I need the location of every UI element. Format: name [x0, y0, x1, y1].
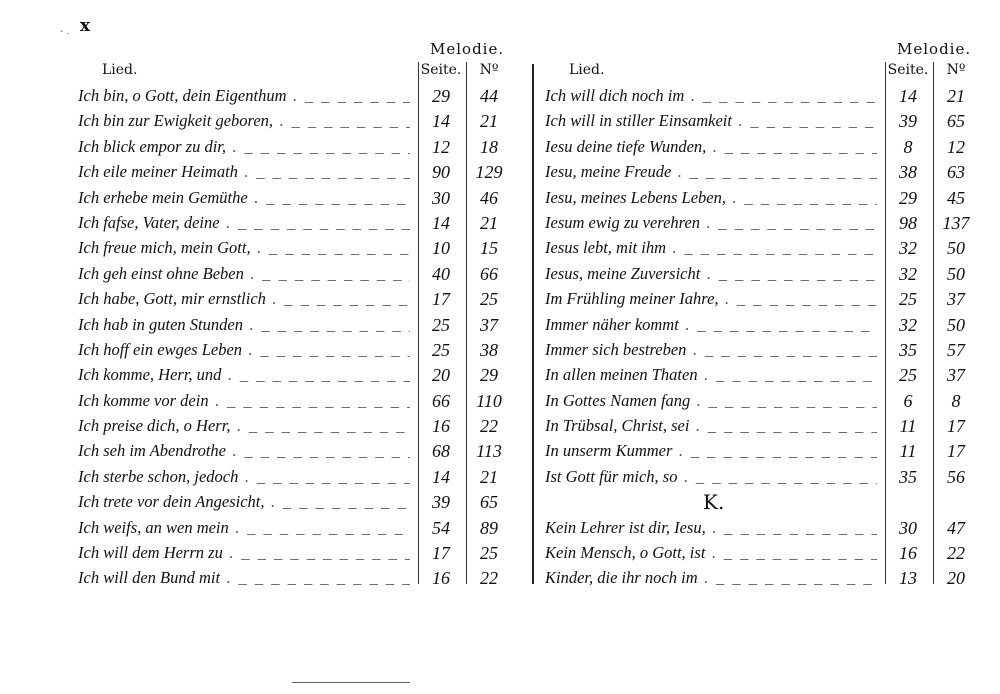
nr-value: 110 — [476, 390, 502, 411]
nr-value: 50 — [947, 263, 965, 284]
nr-value: 63 — [947, 162, 965, 183]
hymn-title: Ich komme, Herr, und . _ _ — [78, 365, 410, 385]
hymn-title: Ich hab in guten Stunden . _ _ — [78, 315, 410, 335]
nr-value: 21 — [480, 212, 498, 233]
nr-value: 113 — [476, 441, 502, 462]
nr-value: 50 — [947, 238, 965, 259]
hymn-title: Ich trete vor dein Angesicht, . _ _ — [78, 492, 410, 512]
index-entry — [545, 439, 975, 464]
index-entry — [78, 516, 508, 541]
hymn-title: Ich freue mich, mein Gott, . _ _ — [78, 238, 410, 258]
index-entry — [78, 211, 508, 236]
hymn-title: Ich bin zur Ewigkeit geboren, . _ _ — [78, 111, 410, 131]
column-header-row — [78, 60, 508, 82]
nr-value: 37 — [947, 365, 965, 386]
hymn-title: Iesu, meines Lebens Leben, . _ _ — [545, 188, 877, 208]
index-entry — [545, 465, 975, 490]
seite-value: 66 — [432, 390, 450, 411]
index-entry — [78, 389, 508, 414]
index-entry — [78, 465, 508, 490]
seite-value: 11 — [899, 416, 917, 437]
nr-value: 18 — [480, 136, 498, 157]
hymn-title: Ich seh im Abendrothe . _ _ — [78, 441, 410, 461]
index-entry — [78, 313, 508, 338]
seite-value: 90 — [432, 162, 450, 183]
index-entry — [78, 84, 508, 109]
nr-value: 12 — [947, 136, 965, 157]
nr-header: Nº — [479, 62, 499, 78]
hymn-title: Kein Mensch, o Gott, ist . _ _ — [545, 543, 877, 563]
seite-value: 32 — [899, 263, 917, 284]
nr-value: 50 — [947, 314, 965, 335]
hymn-list-left — [78, 84, 508, 592]
index-entry — [545, 211, 975, 236]
nr-value: 66 — [480, 263, 498, 284]
melodie-header: Melodie. — [897, 40, 972, 58]
hymn-title: Ich hoff ein ewges Leben . _ _ — [78, 340, 410, 360]
seite-value: 6 — [903, 390, 913, 411]
hymn-title: Ich weifs, an wen mein . _ _ — [78, 518, 410, 538]
seite-header: Seite. — [887, 62, 929, 78]
seite-value: 38 — [899, 162, 917, 183]
index-entry — [78, 287, 508, 312]
seite-value: 13 — [899, 568, 917, 589]
index-column-left — [78, 40, 508, 589]
seite-value: 14 — [432, 111, 450, 132]
nr-value: 57 — [947, 339, 965, 360]
index-entry — [78, 338, 508, 363]
nr-value: 21 — [480, 466, 498, 487]
nr-value: 22 — [480, 568, 498, 589]
hymn-title: Ist Gott für mich, so . _ _ — [545, 467, 877, 487]
hymn-title: Ich habe, Gott, mir ernstlich . _ _ — [78, 289, 410, 309]
lied-header: Lied. — [569, 62, 605, 78]
index-entry — [545, 541, 975, 566]
index-entry — [545, 313, 975, 338]
nr-value: 65 — [480, 492, 498, 513]
nr-value: 46 — [480, 187, 498, 208]
seite-value: 17 — [432, 289, 450, 310]
seite-value: 16 — [899, 543, 917, 564]
hymn-title: In allen meinen Thaten . _ _ — [545, 365, 877, 385]
hymn-title: Ich geh einst ohne Beben . _ _ — [78, 264, 410, 284]
seite-value: 14 — [432, 466, 450, 487]
nr-value: 25 — [480, 289, 498, 310]
hymn-title: Ich will in stiller Einsamkeit . _ _ — [545, 111, 877, 131]
seite-value: 39 — [899, 111, 917, 132]
hymn-title: Ich sterbe schon, jedoch . _ _ — [78, 467, 410, 487]
hymn-title: Kinder, die ihr noch im . _ _ — [545, 568, 877, 588]
index-entry — [78, 109, 508, 134]
index-entry — [545, 566, 975, 591]
nr-value: 20 — [947, 568, 965, 589]
index-entry — [78, 363, 508, 388]
seite-value: 54 — [432, 517, 450, 538]
index-entry — [545, 186, 975, 211]
seite-value: 32 — [899, 238, 917, 259]
seite-value: 40 — [432, 263, 450, 284]
hymn-title: Ich fafse, Vater, deine . _ _ — [78, 213, 410, 233]
hymn-title: Ich bin, o Gott, dein Eigenthum . _ _ — [78, 86, 410, 106]
margin-mark: - . — [60, 26, 70, 37]
seite-value: 10 — [432, 238, 450, 259]
hymn-title: Ich erhebe mein Gemüthe . _ _ — [78, 188, 410, 208]
seite-value: 98 — [899, 212, 917, 233]
seite-value: 8 — [903, 136, 913, 157]
hymn-title: Iesum ewig zu verehren . _ _ — [545, 213, 877, 233]
index-entry — [78, 135, 508, 160]
hymn-title: Immer sich bestreben . _ _ — [545, 340, 877, 360]
seite-header: Seite. — [420, 62, 462, 78]
nr-value: 44 — [480, 86, 498, 106]
hymn-title: Ich will den Bund mit . _ _ — [78, 568, 410, 588]
index-entry — [78, 160, 508, 185]
hymn-title: Ich will dem Herrn zu . _ _ — [78, 543, 410, 563]
hymn-title: Ich komme vor dein . _ _ — [78, 391, 410, 411]
index-entry — [78, 186, 508, 211]
seite-value: 17 — [432, 543, 450, 564]
nr-value: 89 — [480, 517, 498, 538]
seite-value: 30 — [899, 517, 917, 538]
seite-value: 35 — [899, 339, 917, 360]
hymn-title: Iesu deine tiefe Wunden, . _ _ — [545, 137, 877, 157]
seite-value: 68 — [432, 441, 450, 462]
hymn-title: Iesus lebt, mit ihm . _ _ — [545, 238, 877, 258]
index-entry — [545, 414, 975, 439]
index-entry — [545, 109, 975, 134]
hymn-title: Iesu, meine Freude . _ _ — [545, 162, 877, 182]
nr-value: 8 — [951, 390, 961, 411]
hymn-title: Ich preise dich, o Herr, . _ _ — [78, 416, 410, 436]
bottom-rule — [292, 682, 410, 683]
nr-value: 22 — [480, 416, 498, 437]
index-entry — [545, 338, 975, 363]
seite-value: 12 — [432, 136, 450, 157]
nr-value: 21 — [480, 111, 498, 132]
seite-value: 20 — [432, 365, 450, 386]
hymn-title: Im Frühling meiner Iahre, . _ _ — [545, 289, 877, 309]
nr-value: 137 — [942, 212, 970, 233]
seite-value: 35 — [899, 466, 917, 487]
hymn-title: In unserm Kummer . _ _ — [545, 441, 877, 461]
index-entry — [78, 439, 508, 464]
section-letter-text: K. — [703, 490, 725, 515]
seite-value: 25 — [432, 339, 450, 360]
index-entry — [545, 160, 975, 185]
column-header-row — [545, 60, 975, 82]
seite-value: 39 — [432, 492, 450, 513]
index-entry — [545, 389, 975, 414]
seite-value: 25 — [899, 289, 917, 310]
section-letter — [545, 490, 975, 515]
lied-header: Lied. — [102, 62, 138, 78]
seite-value: 32 — [899, 314, 917, 335]
index-entry — [78, 262, 508, 287]
nr-value: 65 — [947, 111, 965, 132]
seite-value: 14 — [899, 86, 917, 106]
seite-value: 11 — [899, 441, 917, 462]
hymn-title: Ich will dich noch im . _ _ — [545, 86, 877, 106]
nr-value: 37 — [947, 289, 965, 310]
index-entry — [78, 414, 508, 439]
seite-value: 25 — [899, 365, 917, 386]
index-entry — [78, 566, 508, 591]
nr-value: 17 — [947, 416, 965, 437]
hymn-title: Ich blick empor zu dir, . _ _ — [78, 137, 410, 157]
hymn-title: Immer näher kommt . _ _ — [545, 315, 877, 335]
index-entry — [545, 287, 975, 312]
nr-header: Nº — [946, 62, 966, 78]
nr-value: 15 — [480, 238, 498, 259]
nr-value: 37 — [480, 314, 498, 335]
nr-value: 47 — [947, 517, 965, 538]
seite-value: 16 — [432, 568, 450, 589]
seite-value: 30 — [432, 187, 450, 208]
nr-value: 29 — [480, 365, 498, 386]
nr-value: 22 — [947, 543, 965, 564]
seite-value: 25 — [432, 314, 450, 335]
index-entry — [545, 262, 975, 287]
index-entry — [545, 84, 975, 109]
index-entry — [545, 135, 975, 160]
hymn-title: Kein Lehrer ist dir, Iesu, . _ _ — [545, 518, 877, 538]
nr-value: 45 — [947, 187, 965, 208]
index-entry — [78, 236, 508, 261]
nr-value: 21 — [947, 86, 965, 106]
hymn-title: Ich eile meiner Heimath . _ _ — [78, 162, 410, 182]
nr-value: 56 — [947, 466, 965, 487]
nr-value: 17 — [947, 441, 965, 462]
seite-value: 29 — [899, 187, 917, 208]
page-number: x — [80, 16, 91, 36]
index-entry — [545, 363, 975, 388]
nr-value: 25 — [480, 543, 498, 564]
seite-value: 16 — [432, 416, 450, 437]
index-column-right — [545, 40, 975, 589]
nr-value: 38 — [480, 339, 498, 360]
index-entry — [78, 490, 508, 515]
nr-value: 129 — [475, 162, 503, 183]
hymn-title: In Gottes Namen fang . _ _ — [545, 391, 877, 411]
seite-value: 29 — [432, 86, 450, 106]
seite-value: 14 — [432, 212, 450, 233]
page-column-rule — [532, 64, 534, 584]
index-entry — [545, 516, 975, 541]
hymn-title: In Trübsal, Christ, sei . _ _ — [545, 416, 877, 436]
hymn-list-right — [545, 84, 975, 592]
index-entry — [78, 541, 508, 566]
melodie-header: Melodie. — [430, 40, 505, 58]
index-entry — [545, 236, 975, 261]
hymn-title: Iesus, meine Zuversicht . _ _ — [545, 264, 877, 284]
